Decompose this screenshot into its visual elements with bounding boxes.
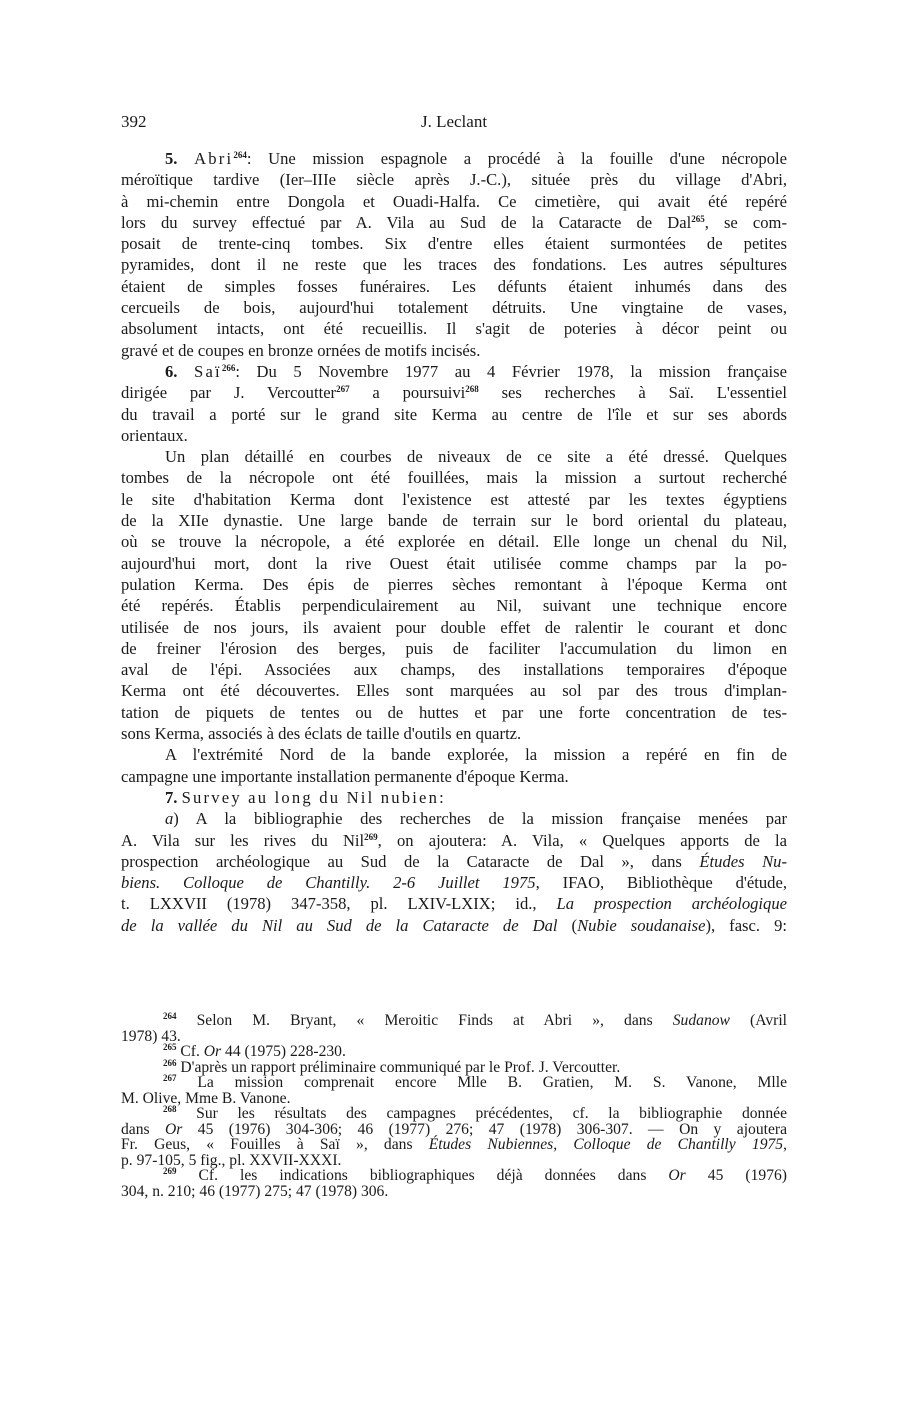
footnote-ref-266: 266	[221, 362, 236, 373]
footnote-number: 266	[163, 1057, 177, 1068]
footnote-number: 265	[163, 1042, 177, 1052]
section-5-line: gravé et de coupes en bronze ornées de motifs incisés.	[121, 340, 481, 360]
footnote-ref-264: 264	[233, 150, 247, 160]
section-7-heading	[121, 787, 787, 808]
section-6-paragraph-line: été repérés. Établis perpendiculairement au Nil, suivant une technique encore	[121, 596, 787, 616]
section-5-number: 5.	[165, 149, 178, 168]
footnote-ref-269: 269	[364, 831, 378, 842]
section-5-line: à mi-chemin entre Dongola et Ouadi-Halfa. Ce cimetière, qui avait été repéré	[121, 191, 787, 211]
text-run: Selon M. Bryant, « Meroitic Finds at Abri », dans	[176, 1012, 673, 1029]
section-7-line	[121, 872, 787, 893]
section-6-paragraph-line: Kerma ont été découvertes. Elles sont marquées au sol par des trous d'implan-	[121, 681, 787, 701]
text-run: 44 (1975) 228-230.	[221, 1043, 346, 1060]
page-header	[121, 112, 787, 136]
section-5-line: étaient de simples fosses funéraires. Les défunts étaient inhumés dans des	[121, 276, 787, 296]
section-5-line: posait de trente-cinq tombes. Six d'entre elles étaient surmontées de petites	[121, 234, 787, 254]
section-7-line	[121, 830, 787, 851]
page-number: 392	[121, 112, 147, 131]
section-5-line: méroïtique tardive (Ier–IIIe siècle après J.-C.), située près du village d'Abri,	[121, 170, 787, 190]
text-run: Or	[203, 1043, 222, 1060]
text-run: de la vallée du Nil au Sud de la Cataracte de Dal	[121, 915, 558, 935]
section-5-line	[121, 148, 787, 169]
section-6-paragraph-line: campagne une importante installation permanente d'époque Kerma.	[121, 766, 569, 786]
footnotes	[121, 1013, 787, 1199]
text-run: dirigée par J. Vercoutter	[121, 383, 337, 403]
section-5-line: pyramides, dont il ne reste que les traces des fondations. Les autres sépultures	[121, 255, 787, 275]
footnote-ref-267: 267	[336, 384, 350, 395]
section-6-paragraph-line: où se trouve la nécropole, a été explorée en détail. Elle longe un chenal du Nil,	[121, 532, 787, 552]
footnote-number: 267	[163, 1073, 177, 1083]
text-run: ) A la bibliographie des recherches de la mission française menées par	[173, 809, 787, 829]
text-run: biens. Colloque de Chantilly. 2-6 Juillet 1975	[121, 873, 536, 893]
text-run: (Avril	[729, 1012, 787, 1029]
section-5-line: absolument intacts, ont été recueillis. Il s'agit de poteries à décor peint ou	[121, 319, 787, 339]
text-run: Nubie soudanaise	[577, 915, 706, 935]
section-7-title: Survey au long du Nil nubien:	[181, 787, 446, 807]
section-6-paragraph-line: de la XIIe dynastie. Une large bande de terrain sur le bord oriental du plateau,	[121, 511, 787, 531]
text-run: D'après un rapport préliminaire communiqué par le Prof. J. Vercoutter.	[176, 1058, 621, 1076]
text-run: a poursuivi	[349, 383, 466, 403]
section-6-number: 6.	[165, 361, 178, 381]
text-run: 45 (1976) 304-306; 46 (1977) 276; 47 (1978) 306-307. — On y ajoutera	[182, 1120, 787, 1138]
footnote-266	[121, 1057, 787, 1076]
text-run: dans	[121, 1120, 166, 1138]
text-run: ,	[783, 1136, 787, 1153]
body-text	[121, 148, 787, 936]
footnote-264-cont: 1978) 43.	[121, 1027, 181, 1045]
text-run: (	[557, 915, 578, 935]
section-6-paragraph-line: pulation Kerma. Des épis de pierres sèches remontant à l'époque Kerma ont	[121, 574, 787, 594]
text-run: : Du 5 Novembre 1977 au 4 Février 1978, la mission française	[235, 361, 787, 381]
text-run: t. LXXVII (1978) 347-358, pl. LXIV-LXIX; id.,	[121, 894, 557, 914]
text-run: , on ajoutera: A. Vila, « Quelques apports de la	[377, 830, 788, 850]
running-head-author: J. Leclant	[420, 112, 488, 131]
text-run: , se com-	[704, 212, 787, 232]
text-run: La prospection archéologique	[556, 894, 787, 914]
footnote-269	[121, 1168, 787, 1184]
text-run: , IFAO, Bibliothèque d'étude,	[535, 873, 787, 893]
text-run: ses recherches à Saï. L'essentiel	[478, 383, 787, 403]
footnote-264	[121, 1013, 787, 1029]
section-6-paragraph-line: le site d'habitation Kerma dont l'existence est attesté par les textes égyptiens	[121, 489, 787, 509]
section-6-paragraph-line: sons Kerma, associés à des éclats de taille d'outils en quartz.	[121, 724, 522, 744]
text-run: a	[165, 809, 174, 829]
text-run: 45 (1976)	[685, 1167, 787, 1184]
footnote-268-cont: p. 97-105, 5 fig., pl. XXVII-XXXI.	[121, 1151, 342, 1169]
section-6-paragraph-line: utilisée de nos jours, ils avaient pour double effet de ralentir le courant et donc	[121, 617, 787, 637]
footnote-number: 268	[163, 1104, 177, 1114]
footnote-269-cont: 304, n. 210; 46 (1977) 275; 47 (1978) 306.	[121, 1182, 389, 1200]
text-run: A. Vila sur les rives du Nil	[121, 830, 365, 850]
footnote-number: 264	[163, 1011, 177, 1021]
footnote-268-cont	[121, 1122, 787, 1138]
section-6-paragraph-line: aval de l'épi. Associées aux champs, des installations temporaires d'époque	[121, 660, 787, 680]
text-run: ), fasc. 9:	[705, 915, 787, 935]
section-6-paragraph-line: A l'extrémité Nord de la bande explorée, la mission a repéré en fin de	[165, 745, 787, 765]
text-run: Or	[165, 1120, 183, 1138]
footnote-ref-265: 265	[691, 213, 705, 224]
footnote-268-cont	[121, 1137, 787, 1153]
section-5-line: cercueils de bois, aujourd'hui totalement détruits. Une vingtaine de vases,	[121, 298, 787, 318]
section-5-line	[121, 212, 787, 233]
section-7-line	[121, 915, 787, 936]
section-6-line: orientaux.	[121, 425, 188, 445]
section-7-line	[121, 808, 787, 829]
text-run: Cf. les indications bibliographiques déjà données dans	[176, 1167, 669, 1184]
text-run: Cf.	[176, 1043, 204, 1060]
section-7-line	[121, 851, 787, 872]
section-5-title: Abri	[194, 149, 234, 168]
text-run: Études Nubiennes, Colloque de Chantilly 1975	[428, 1136, 784, 1153]
text-run: prospection archéologique au Sud de la Cataracte de Dal », dans	[121, 851, 700, 871]
text-run: La mission comprenait encore Mlle B. Gratien, M. S. Vanone, Mlle	[176, 1074, 787, 1091]
section-6-paragraph-line: tation de piquets de tentes ou de huttes et par une forte concentration de tes-	[121, 702, 787, 722]
footnote-268	[121, 1106, 787, 1122]
section-6-paragraph-line: Un plan détaillé en courbes de niveaux de ce site a été dressé. Quelques	[165, 447, 787, 467]
text-run: lors du survey effectué par A. Vila au Sud de la Cataracte de Dal	[121, 212, 692, 232]
section-6-paragraph-line: aujourd'hui mort, dont la rive Ouest était utilisée comme champs par la po-	[121, 553, 787, 573]
section-6-paragraph-line: tombes de la nécropole ont été fouillées, mais la mission a surtout recherché	[121, 468, 787, 488]
text-run: Or	[668, 1167, 686, 1184]
text-run: : Une mission espagnole a procédé à la fouille d'une nécropole	[246, 149, 787, 168]
text-run: Fr. Geus, « Fouilles à Saï », dans	[121, 1136, 429, 1153]
footnote-number: 269	[163, 1166, 177, 1176]
section-6-line	[121, 382, 787, 403]
section-7-number: 7.	[165, 787, 178, 807]
text-run: Études Nu-	[699, 851, 787, 871]
section-7-line	[121, 893, 787, 914]
section-6-line	[121, 361, 787, 382]
footnote-267-cont: M. Olive, Mme B. Vanone.	[121, 1089, 291, 1107]
text-run: Sur les résultats des campagnes précédentes, cf. la bibliographie donnée	[176, 1105, 787, 1122]
footnote-267	[121, 1075, 787, 1091]
section-6-paragraph-line: de freiner l'érosion des berges, puis de faciliter l'accumulation du limon en	[121, 638, 787, 658]
footnote-265	[121, 1044, 787, 1060]
section-6-title: Saï	[194, 361, 222, 381]
section-6-line: du travail a porté sur le grand site Kerma au centre de l'île et sur ses abords	[121, 404, 787, 424]
footnote-ref-268: 268	[465, 384, 479, 395]
text-run: Sudanow	[672, 1012, 730, 1029]
